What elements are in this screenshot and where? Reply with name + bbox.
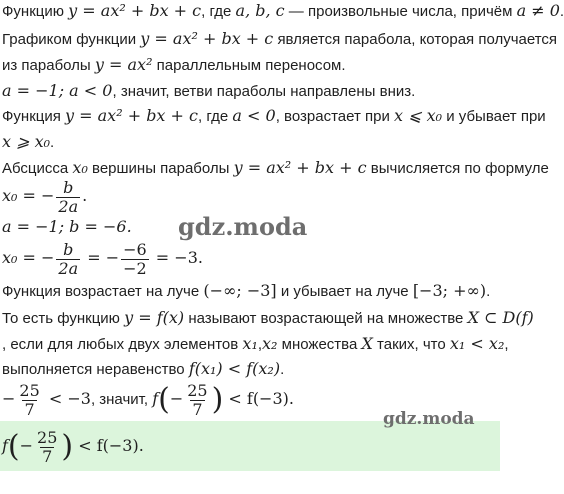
text: . bbox=[559, 3, 564, 20]
formula: X ⊂ D(f) bbox=[467, 308, 534, 327]
formula: − bbox=[19, 436, 34, 455]
formula: < −3 bbox=[43, 389, 91, 408]
text: , возрастает при bbox=[275, 108, 390, 125]
formula: y = ax² + bx + c bbox=[68, 1, 202, 20]
formula: < f(−3). bbox=[223, 389, 294, 408]
text-line-9 bbox=[2, 218, 132, 237]
text: , где bbox=[201, 3, 232, 20]
formula: a, b, c bbox=[235, 1, 285, 20]
text: . bbox=[486, 283, 491, 300]
text-line-1 bbox=[2, 2, 564, 21]
text: из параболы bbox=[2, 57, 91, 74]
formula: = − bbox=[82, 248, 120, 267]
fraction: $\frac{-6}{-2}$ bbox=[123, 239, 147, 278]
formula: x ⩽ x₀ bbox=[394, 106, 443, 125]
comparison-line: − $\frac{25}{7}$ < −3, значит, f(− $\frac{25}{7}$ ) < f(−3). bbox=[2, 380, 294, 419]
text: , bbox=[257, 336, 263, 353]
text: Функция bbox=[2, 108, 61, 125]
formula: = −3. bbox=[150, 248, 203, 267]
fraction: $\frac{b}{2a}$ bbox=[58, 177, 79, 216]
formula: X bbox=[361, 334, 373, 353]
text: — произвольные числа, причём bbox=[284, 3, 513, 20]
text: Абсцисса bbox=[2, 160, 69, 177]
text-line-6 bbox=[2, 133, 54, 152]
formula: f bbox=[2, 436, 8, 455]
text: таких, что bbox=[377, 336, 446, 353]
text: , значит, ветви параболы направлены вниз. bbox=[112, 83, 416, 100]
fraction: $\frac{25}{7}$ bbox=[19, 380, 40, 419]
text: , значит, bbox=[90, 391, 149, 408]
fraction: $\frac{25}{7}$ bbox=[37, 427, 58, 466]
text: Графиком функции bbox=[2, 31, 137, 48]
formula: − bbox=[169, 389, 184, 408]
formula: f(x₁) < f(x₂) bbox=[188, 359, 281, 378]
formula: y = ax² bbox=[94, 55, 153, 74]
formula: a ≠ 0 bbox=[516, 1, 560, 20]
text: Функция возрастает на луче bbox=[2, 283, 200, 300]
text: параллельным переносом. bbox=[156, 57, 346, 74]
text-line-12 bbox=[2, 309, 534, 328]
watermark-logo: gdz.moda bbox=[383, 409, 475, 429]
formula: x₁ < x₂ bbox=[449, 334, 505, 353]
formula: < f(−3). bbox=[73, 436, 144, 455]
text-line-3 bbox=[2, 56, 346, 75]
formula: . bbox=[82, 186, 88, 205]
formula: y = ax² + bx + c bbox=[65, 106, 198, 125]
text-line-13 bbox=[2, 335, 509, 354]
text: , bbox=[504, 336, 509, 353]
watermark-logo: gdz.moda bbox=[178, 212, 308, 241]
text-line-11 bbox=[2, 282, 490, 301]
text: называют возрастающей на множестве bbox=[188, 310, 464, 327]
text: и убывает при bbox=[446, 108, 546, 125]
formula: − bbox=[2, 389, 16, 408]
text-line-14 bbox=[2, 360, 284, 379]
formula: x₀ bbox=[72, 158, 88, 177]
text: . bbox=[280, 361, 285, 378]
text: То есть функцию bbox=[2, 310, 120, 327]
formula: x ⩾ x₀ bbox=[2, 132, 51, 151]
vertex-computation bbox=[2, 240, 203, 278]
formula: x₀ = − bbox=[2, 248, 55, 267]
text: , если для любых двух элементов bbox=[2, 336, 239, 353]
answer-line: f(− $\frac{25}{7}$ ) < f(−3). bbox=[2, 427, 144, 466]
text: , где bbox=[198, 108, 229, 125]
formula: y = ax² + bx + c bbox=[233, 158, 367, 177]
formula: y = f(x) bbox=[124, 308, 185, 327]
formula: a = −1; a < 0 bbox=[2, 81, 113, 100]
text: Функцию bbox=[2, 3, 64, 20]
text: множества bbox=[281, 336, 358, 353]
formula: f bbox=[152, 389, 159, 408]
formula: y = ax² + bx + c bbox=[140, 29, 274, 48]
formula: a < 0 bbox=[232, 106, 276, 125]
text: и убывает на луче bbox=[280, 283, 409, 300]
text-line-5 bbox=[2, 107, 546, 126]
fraction: $\frac{b}{2a}$ bbox=[58, 239, 79, 278]
text-line-7 bbox=[2, 159, 549, 178]
text: выполняется неравенство bbox=[2, 361, 185, 378]
formula: x₂ bbox=[262, 334, 278, 353]
text: вершины параболы bbox=[92, 160, 230, 177]
formula: [−3; +∞) bbox=[412, 281, 487, 300]
vertex-formula bbox=[2, 178, 87, 216]
formula: x₀ = − bbox=[2, 186, 55, 205]
formula: x₁ bbox=[242, 334, 258, 353]
text-line-4 bbox=[2, 82, 415, 101]
fraction: $\frac{25}{7}$ bbox=[187, 380, 208, 419]
formula: (−∞; −3] bbox=[203, 281, 277, 300]
formula: a = −1; b = −6. bbox=[2, 217, 132, 236]
text: . bbox=[50, 134, 55, 151]
text-line-2 bbox=[2, 30, 557, 49]
text: вычисляется по формуле bbox=[370, 160, 549, 177]
text: является парабола, которая получается bbox=[277, 31, 558, 48]
